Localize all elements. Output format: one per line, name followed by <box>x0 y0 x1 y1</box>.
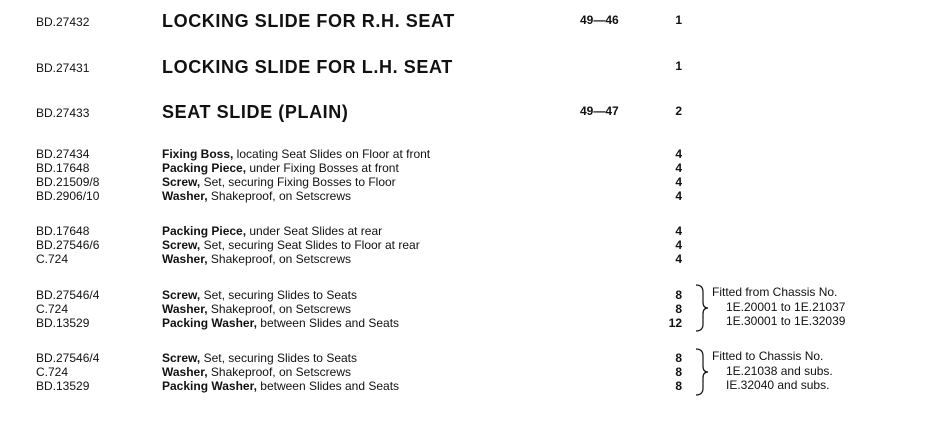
quantity: 8 <box>675 288 682 302</box>
note-line: 1E.20001 to 1E.21037 <box>726 300 846 314</box>
part-number: BD.21509/8 <box>36 175 100 189</box>
part-description <box>162 161 399 175</box>
part-name: Screw, <box>162 175 201 189</box>
part-name: Packing Washer, <box>162 316 257 330</box>
section-title: LOCKING SLIDE FOR R.H. SEAT <box>162 11 455 31</box>
part-number: BD.27433 <box>36 106 90 120</box>
heading-row <box>0 104 925 120</box>
quantity: 1 <box>675 59 682 73</box>
part-description <box>162 224 382 238</box>
note-line: 1E.21038 and subs. <box>726 364 833 378</box>
part-row <box>0 189 925 205</box>
part-number: C.724 <box>36 252 69 266</box>
part-number: BD.13529 <box>36 316 90 330</box>
note-line: IE.32040 and subs. <box>726 378 830 392</box>
part-description <box>162 238 420 252</box>
part-number: BD.27546/6 <box>36 238 100 252</box>
part-detail: Shakeproof, on Setscrews <box>207 252 351 266</box>
part-detail: between Slides and Seats <box>256 379 400 393</box>
part-name: Packing Piece, <box>162 224 247 238</box>
quantity: 4 <box>675 175 682 189</box>
note-line: Fitted to Chassis No. <box>712 349 824 363</box>
part-description <box>162 379 399 393</box>
part-detail: under Fixing Bosses at front <box>246 161 399 175</box>
part-description <box>162 316 399 330</box>
quantity: 4 <box>675 224 682 238</box>
part-detail: Shakeproof, on Setscrews <box>207 302 351 316</box>
part-description <box>162 189 351 203</box>
part-detail: Set, securing Seat Slides to Floor at rear <box>200 238 420 252</box>
quantity: 4 <box>675 252 682 266</box>
part-number: BD.17648 <box>36 224 90 238</box>
quantity: 4 <box>675 147 682 161</box>
part-description <box>162 351 357 365</box>
illustration-ref: 49—47 <box>580 104 619 118</box>
quantity: 12 <box>668 316 682 330</box>
chassis-note <box>692 283 912 333</box>
part-number: C.724 <box>36 365 69 379</box>
part-name: Washer, <box>162 365 208 379</box>
part-detail: Set, securing Fixing Bosses to Floor <box>200 175 396 189</box>
illustration-ref: 49—46 <box>580 13 619 27</box>
part-name: Packing Washer, <box>162 379 257 393</box>
part-description <box>162 147 430 161</box>
section-title: SEAT SLIDE (PLAIN) <box>162 102 349 122</box>
quantity: 1 <box>675 13 682 27</box>
quantity: 4 <box>675 161 682 175</box>
part-number: BD.2906/10 <box>36 189 100 203</box>
heading-row <box>0 13 925 29</box>
part-name: Packing Piece, <box>162 161 247 175</box>
part-number: BD.27546/4 <box>36 288 100 302</box>
heading-row <box>0 59 925 75</box>
curly-brace-icon <box>692 283 714 333</box>
part-name: Washer, <box>162 252 208 266</box>
part-description <box>162 288 357 302</box>
part-name: Screw, <box>162 238 201 252</box>
note-line: Fitted from Chassis No. <box>712 285 838 299</box>
quantity: 8 <box>675 351 682 365</box>
part-number: BD.27546/4 <box>36 351 100 365</box>
quantity: 8 <box>675 379 682 393</box>
section-title: LOCKING SLIDE FOR L.H. SEAT <box>162 57 453 77</box>
part-name: Washer, <box>162 302 208 316</box>
part-name: Screw, <box>162 351 201 365</box>
part-number: BD.17648 <box>36 161 90 175</box>
part-number: BD.13529 <box>36 379 90 393</box>
part-detail: Shakeproof, on Setscrews <box>207 189 351 203</box>
part-name: Fixing Boss, <box>162 147 234 161</box>
part-row <box>0 252 925 268</box>
part-name: Washer, <box>162 189 208 203</box>
part-description <box>162 302 351 316</box>
part-detail: locating Seat Slides on Floor at front <box>233 147 431 161</box>
part-detail: under Seat Slides at rear <box>246 224 383 238</box>
part-detail: Shakeproof, on Setscrews <box>207 365 351 379</box>
quantity: 4 <box>675 238 682 252</box>
part-detail: between Slides and Seats <box>256 316 400 330</box>
quantity: 8 <box>675 365 682 379</box>
part-detail: Set, securing Slides to Seats <box>200 351 357 365</box>
part-name: Screw, <box>162 288 201 302</box>
note-line: 1E.30001 to 1E.32039 <box>726 314 846 328</box>
curly-brace-icon <box>692 347 714 397</box>
part-number: BD.27431 <box>36 61 90 75</box>
part-number: BD.27432 <box>36 15 90 29</box>
part-number: BD.27434 <box>36 147 90 161</box>
quantity: 8 <box>675 302 682 316</box>
quantity: 2 <box>675 104 682 118</box>
part-description <box>162 365 351 379</box>
chassis-note <box>692 347 912 397</box>
part-description <box>162 175 396 189</box>
quantity: 4 <box>675 189 682 203</box>
part-number: C.724 <box>36 302 69 316</box>
part-description <box>162 252 351 266</box>
part-detail: Set, securing Slides to Seats <box>200 288 357 302</box>
